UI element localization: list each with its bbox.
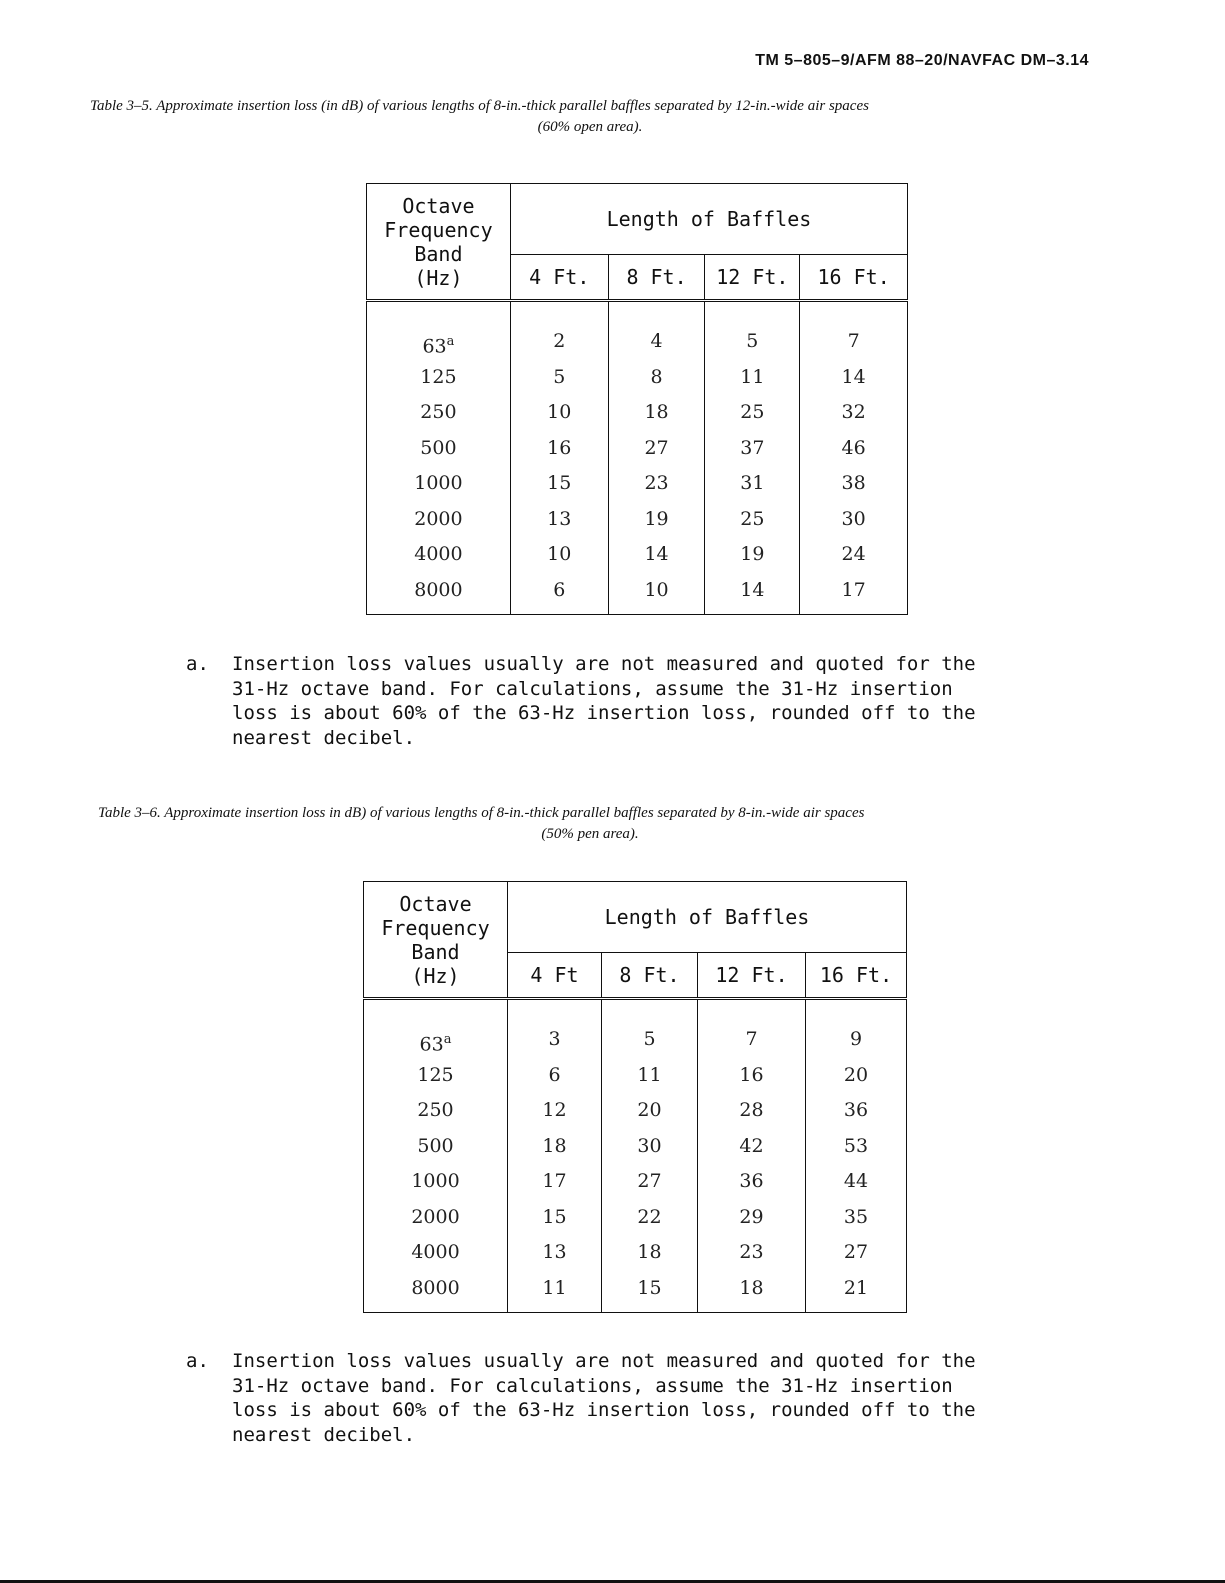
- value-cell: 12: [542, 1099, 567, 1121]
- value-cell: 32: [841, 401, 866, 423]
- value-cell: 14: [740, 578, 765, 601]
- frequency-cell: 250: [417, 1099, 454, 1121]
- footnote-text: Insertion loss values usually are not measured and quoted for the 31-Hz octave band. For calculations, assume the 31-Hz insertion loss is about 60% of the 63-Hz insertion loss, rounded off to the nearest decibel.: [232, 1350, 976, 1446]
- frequency-cell: 500: [417, 1134, 454, 1157]
- value-cell: 30: [841, 507, 866, 530]
- value-cell: 9: [849, 1028, 863, 1050]
- value-cell: 27: [637, 1170, 662, 1192]
- frequency-cell: 125: [420, 365, 457, 388]
- column-header: 4 Ft.: [510, 255, 608, 301]
- value-cell: 18: [542, 1134, 567, 1157]
- value-cell: 13: [542, 1241, 567, 1263]
- frequency-cell: 8000: [414, 578, 463, 601]
- frequency-cell: 250: [420, 401, 457, 423]
- value-cell: 31: [740, 472, 765, 494]
- caption-line-2: (50% pen area).: [541, 826, 639, 842]
- column-header: 8 Ft.: [602, 953, 698, 999]
- value-cell: 10: [547, 401, 572, 423]
- value-cell: 2: [553, 330, 566, 352]
- value-column-8ft: [602, 999, 698, 1313]
- value-column-4ft: [508, 999, 602, 1313]
- value-cell: 14: [644, 543, 669, 565]
- column-header: 12 Ft.: [705, 255, 800, 301]
- value-cell: 36: [739, 1170, 764, 1192]
- frequency-cell: 8000: [411, 1276, 460, 1299]
- value-cell: 30: [637, 1134, 662, 1157]
- value-cell: 7: [745, 1028, 758, 1050]
- column-header: 4 Ft: [508, 953, 602, 999]
- table-3-5-footnote: [186, 652, 1026, 750]
- footnote-mark: a.: [186, 653, 209, 675]
- caption-line-1: Table 3–5. Approximate insertion loss (in dB) of various lengths of 8-in.-thick parallel baffles separated by 12-in.-wide air spaces: [90, 98, 869, 114]
- value-cell: 25: [740, 507, 765, 530]
- column-header: 12 Ft.: [698, 953, 806, 999]
- value-cell: 44: [843, 1170, 869, 1192]
- column-header: 8 Ft.: [608, 255, 705, 301]
- caption-line-2: (60% open area).: [537, 119, 643, 135]
- frequency-cell: 63$^a$: [422, 334, 455, 358]
- value-cell: 27: [644, 436, 669, 459]
- value-cell: 36: [843, 1099, 869, 1121]
- value-cell: 17: [841, 578, 866, 601]
- value-cell: 24: [841, 543, 866, 565]
- value-column-12ft: [705, 301, 800, 615]
- value-cell: 11: [542, 1276, 567, 1299]
- table-3-6-caption: [90, 803, 1090, 845]
- value-cell: 20: [843, 1063, 869, 1086]
- frequency-cell: 1000: [411, 1170, 460, 1192]
- value-cell: 3: [548, 1028, 561, 1050]
- value-cell: 42: [739, 1134, 764, 1157]
- column-header: 16 Ft.: [806, 953, 907, 999]
- value-cell: 23: [644, 472, 669, 494]
- value-column-4ft: [510, 301, 608, 615]
- value-cell: 13: [547, 507, 572, 530]
- value-cell: 14: [841, 365, 866, 388]
- value-cell: 16: [547, 436, 572, 459]
- length-header: Length of Baffles: [508, 882, 907, 953]
- value-cell: 20: [637, 1099, 662, 1121]
- value-column-8ft: [608, 301, 705, 615]
- value-cell: 38: [841, 472, 866, 494]
- value-cell: 8: [650, 365, 663, 388]
- value-cell: 15: [542, 1205, 567, 1228]
- footnote-text: Insertion loss values usually are not measured and quoted for the 31-Hz octave band. For calculations, assume the 31-Hz insertion loss is about 60% of the 63-Hz insertion loss, rounded off to the nearest decibel.: [232, 653, 976, 749]
- value-cell: 21: [843, 1276, 869, 1299]
- value-cell: 27: [843, 1241, 869, 1263]
- value-cell: 46: [841, 436, 866, 459]
- value-cell: 5: [553, 365, 566, 388]
- value-column-16ft: [806, 999, 907, 1313]
- band-header: Octave Frequency Band (Hz): [364, 882, 508, 999]
- table-3-6-footnote: [186, 1349, 1026, 1447]
- column-header: 16 Ft.: [800, 255, 908, 301]
- value-cell: 37: [740, 436, 765, 459]
- value-cell: 10: [547, 543, 572, 565]
- value-cell: 23: [739, 1241, 764, 1263]
- value-cell: 6: [548, 1063, 561, 1086]
- caption-line-1: Table 3–6. Approximate insertion loss in dB) of various lengths of 8-in.-thick parallel baffles separated by 8-in.-wide air spaces: [98, 805, 865, 821]
- frequency-cell: 4000: [414, 543, 463, 565]
- value-cell: 17: [542, 1170, 567, 1192]
- value-cell: 11: [637, 1063, 662, 1086]
- value-cell: 28: [739, 1099, 764, 1121]
- value-cell: 5: [643, 1028, 656, 1050]
- frequency-cell: 2000: [414, 507, 463, 530]
- frequency-cell: 4000: [411, 1241, 460, 1263]
- frequency-cell: 2000: [411, 1205, 460, 1228]
- value-cell: 19: [740, 543, 765, 565]
- table-3-5-caption: [90, 96, 1090, 138]
- value-cell: 11: [740, 365, 765, 388]
- frequency-cell: 1000: [414, 472, 463, 494]
- value-cell: 19: [644, 507, 669, 530]
- value-cell: 15: [637, 1276, 662, 1299]
- value-cell: 35: [843, 1205, 869, 1228]
- value-column-12ft: [698, 999, 806, 1313]
- frequency-cell: 63$^a$: [419, 1032, 452, 1056]
- frequency-column: [364, 999, 508, 1313]
- band-header: Octave Frequency Band (Hz): [367, 184, 511, 301]
- value-cell: 10: [644, 578, 669, 601]
- document-header: TM 5–805–9/AFM 88–20/NAVFAC DM–3.14: [755, 52, 1089, 69]
- value-cell: 16: [739, 1063, 764, 1086]
- value-cell: 18: [644, 401, 669, 423]
- value-cell: 15: [547, 472, 572, 494]
- value-cell: 7: [847, 330, 860, 352]
- value-cell: 18: [739, 1276, 764, 1299]
- value-column-16ft: [800, 301, 908, 615]
- value-cell: 29: [739, 1205, 764, 1228]
- table-3-5: [366, 183, 908, 615]
- table-3-6: [363, 881, 907, 1313]
- length-header: Length of Baffles: [510, 184, 907, 255]
- value-cell: 5: [746, 330, 759, 352]
- frequency-cell: 500: [420, 436, 457, 459]
- value-cell: 22: [637, 1205, 662, 1228]
- value-cell: 25: [740, 401, 765, 423]
- value-cell: 4: [650, 330, 663, 352]
- frequency-column: [367, 301, 511, 615]
- value-cell: 53: [843, 1134, 869, 1157]
- value-cell: 6: [553, 578, 566, 601]
- footnote-mark: a.: [186, 1350, 209, 1372]
- frequency-cell: 125: [417, 1063, 454, 1086]
- value-cell: 18: [637, 1241, 662, 1263]
